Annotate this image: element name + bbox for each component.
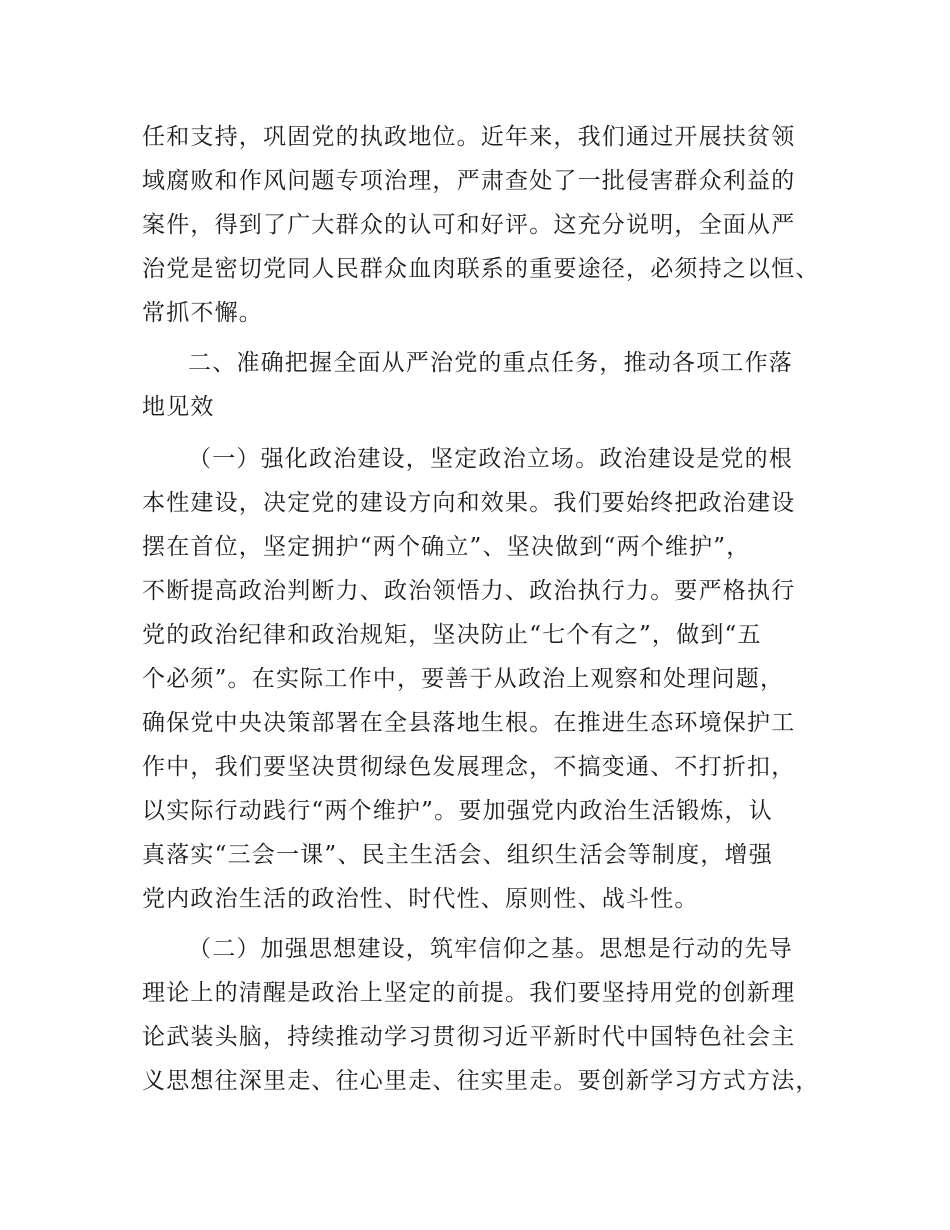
text-line: 党的政治纪律和政治规矩，坚决防止“七个有之”，做到“五 xyxy=(142,622,762,648)
text-line: 摆在首位，坚定拥护“两个确立”、坚决做到“两个维护”， xyxy=(142,534,751,560)
text-line: 确保党中央决策部署在全县落地生根。在推进生态环境保护工 xyxy=(142,710,796,736)
text-line: 作中，我们要坚决贯彻绿色发展理念，不搞变通、不打折扣， xyxy=(142,754,796,780)
text-line: 二、准确把握全面从严治党的重点任务，推动各项工作落 xyxy=(188,350,793,376)
section-heading-2 xyxy=(142,341,822,429)
text-line: 个必须”。在实际工作中，要善于从政治上观察和处理问题， xyxy=(142,666,785,692)
text-line: 不断提高政治判断力、政治领悟力、政治执行力。要严格执行 xyxy=(142,578,796,604)
text-line: 义思想往深里走、往心里走、往实里走。要创新学习方式方法， xyxy=(142,1068,820,1094)
text-line: 治党是密切党同人民群众血肉联系的重要途径，必须持之以恒、 xyxy=(142,256,820,282)
text-line: 理论上的清醒是政治上坚定的前提。我们要坚持用党的创新理 xyxy=(142,980,796,1006)
text-line: 真落实“三会一课”、民主生活会、组织生活会等制度，增强 xyxy=(142,842,773,868)
paragraph-political-building xyxy=(142,437,822,921)
text-line: 论武装头脑，持续推动学习贯彻习近平新时代中国特色社会主 xyxy=(142,1024,796,1050)
text-line: （二）加强思想建设，筑牢信仰之基。思想是行动的先导 xyxy=(188,936,793,962)
paragraph-1 xyxy=(142,115,822,335)
text-line: 党内政治生活的政治性、时代性、原则性、战斗性。 xyxy=(142,886,699,912)
text-line: 常抓不懈。 xyxy=(142,300,263,326)
text-line: 任和支持，巩固党的执政地位。近年来，我们通过开展扶贫领 xyxy=(142,124,796,150)
paragraph-ideological-building xyxy=(142,927,822,1103)
text-line: 案件，得到了广大群众的认可和好评。这充分说明，全面从严 xyxy=(142,212,796,238)
text-line: （一）强化政治建设，坚定政治立场。政治建设是党的根 xyxy=(188,446,793,472)
text-line: 本性建设，决定党的建设方向和效果。我们要始终把政治建设 xyxy=(142,490,796,516)
text-line: 地见效 xyxy=(142,394,215,420)
text-line: 域腐败和作风问题专项治理，严肃查处了一批侵害群众利益的 xyxy=(142,168,796,194)
text-line: 以实际行动践行“两个维护”。要加强党内政治生活锻炼，认 xyxy=(142,798,773,824)
